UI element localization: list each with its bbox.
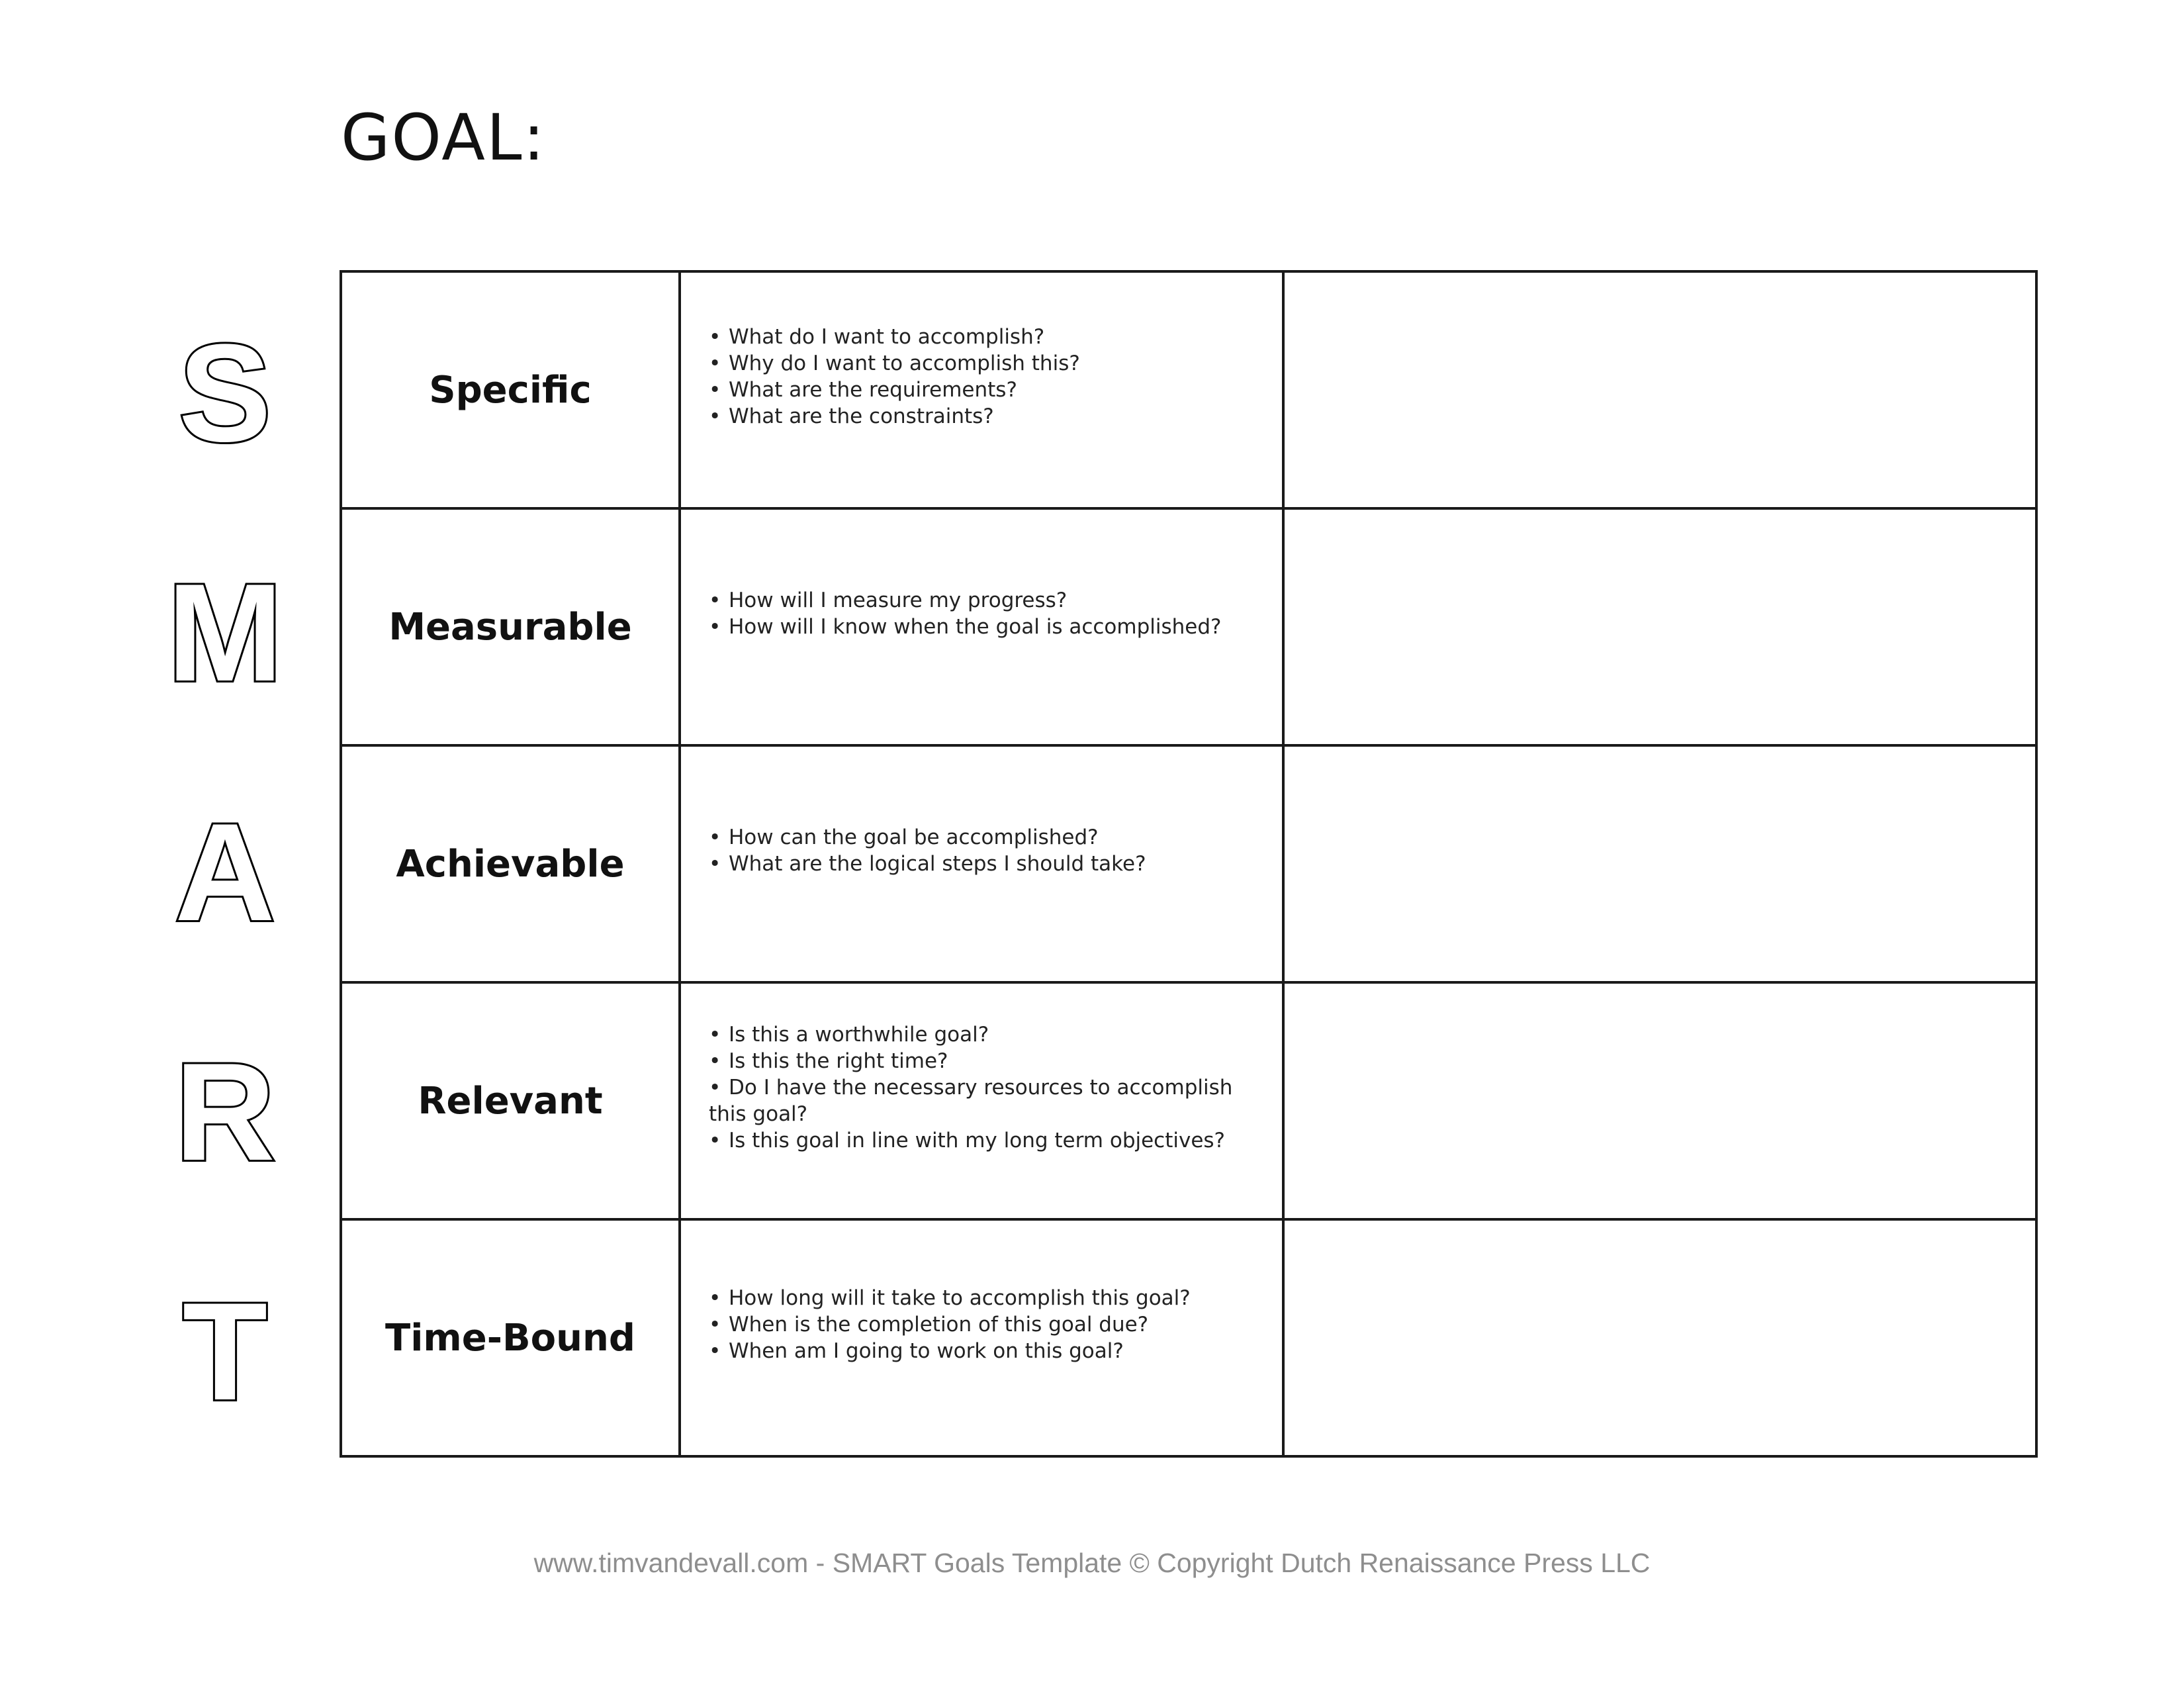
table-row-specific: [341, 271, 2036, 508]
table-row-relevant: [341, 982, 2036, 1219]
label-cell: [341, 1219, 680, 1456]
question-item: • When is the completion of this goal due?: [709, 1311, 1269, 1338]
question-item: • What do I want to accomplish?: [709, 324, 1269, 350]
questions-cell: [680, 271, 1283, 508]
table-row-time-bound: [341, 1219, 2036, 1456]
footer-copyright: www.timvandevall.com - SMART Goals Template © Copyright Dutch Renaissance Press LLC: [533, 1548, 1651, 1578]
question-item: • What are the requirements?: [709, 377, 1269, 403]
questions-cell: [680, 1219, 1283, 1456]
questions-cell: [680, 745, 1283, 982]
letter-s: [142, 271, 308, 511]
question-item: • Why do I want to accomplish this?: [709, 350, 1269, 377]
letter-a: [142, 751, 308, 990]
smart-goals-table: [340, 270, 2038, 1458]
question-item: • Is this goal in line with my long term objectives?: [709, 1127, 1269, 1154]
question-item: • How long will it take to accomplish this goal?: [709, 1285, 1269, 1311]
letter-m: [142, 511, 308, 751]
table-row-measurable: [341, 508, 2036, 745]
question-list: [709, 587, 1269, 640]
question-item: • How will I know when the goal is accomplished?: [709, 614, 1269, 640]
answer-cell-relevant[interactable]: [1283, 982, 2036, 1219]
question-list: [709, 1021, 1269, 1154]
questions-cell: [680, 508, 1283, 745]
svg-text:S: S: [178, 315, 272, 471]
label-cell: [341, 982, 680, 1219]
question-list: [709, 824, 1269, 877]
letter-r: [142, 990, 308, 1230]
question-list: [709, 324, 1269, 430]
question-item: • What are the constraints?: [709, 403, 1269, 430]
svg-text:A: A: [175, 794, 275, 950]
answer-cell-achievable[interactable]: [1283, 745, 2036, 982]
svg-text:R: R: [175, 1034, 275, 1190]
answer-cell-time-bound[interactable]: [1283, 1219, 2036, 1456]
answer-cell-measurable[interactable]: [1283, 508, 2036, 745]
question-list: [709, 1285, 1269, 1364]
questions-cell: [680, 982, 1283, 1219]
smart-acronym: [142, 271, 308, 1470]
question-item: • Is this the right time?: [709, 1048, 1269, 1074]
row-label-specific: Specific: [429, 368, 592, 412]
svg-text:M: M: [167, 555, 283, 710]
answer-cell-specific[interactable]: [1283, 271, 2036, 508]
label-cell: [341, 271, 680, 508]
question-item: • Is this a worthwhile goal?: [709, 1021, 1269, 1048]
table-row-achievable: [341, 745, 2036, 982]
question-item: • How can the goal be accomplished?: [709, 824, 1269, 851]
row-label-relevant: Relevant: [418, 1079, 603, 1123]
question-item: • Do I have the necessary resources to accomplish this goal?: [709, 1074, 1269, 1127]
svg-text:T: T: [182, 1274, 268, 1429]
question-item: • When am I going to work on this goal?: [709, 1338, 1269, 1364]
label-cell: [341, 508, 680, 745]
question-item: • How will I measure my progress?: [709, 587, 1269, 614]
question-item: • What are the logical steps I should take?: [709, 851, 1269, 877]
label-cell: [341, 745, 680, 982]
row-label-achievable: Achievable: [396, 842, 625, 886]
row-label-time-bound: Time-Bound: [385, 1316, 635, 1360]
letter-t: [142, 1230, 308, 1470]
row-label-measurable: Measurable: [388, 605, 632, 649]
goal-heading: GOAL:: [341, 101, 546, 175]
